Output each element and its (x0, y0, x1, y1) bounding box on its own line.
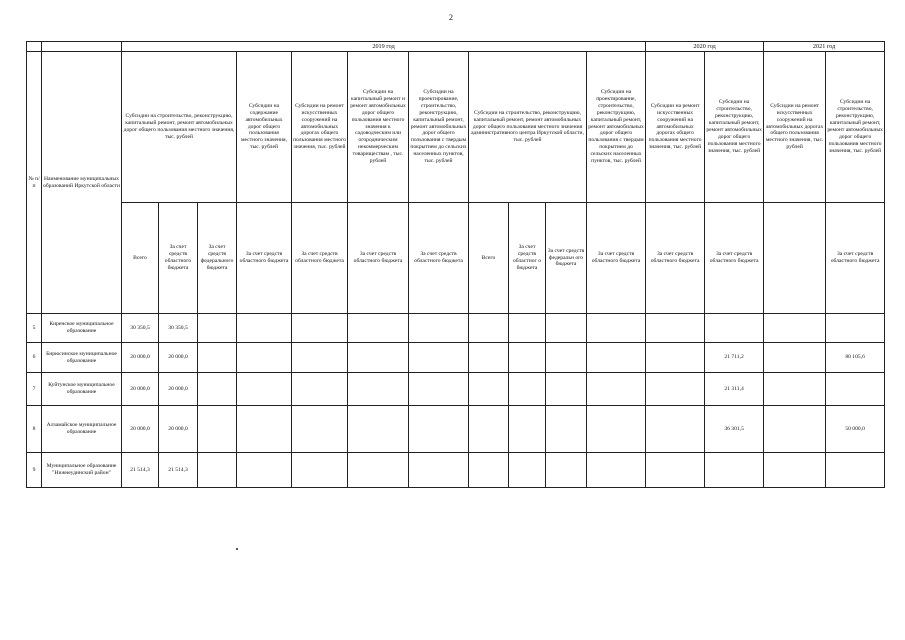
row-name: Алзамайское муниципальное образование (42, 406, 122, 453)
row-name: Бирюсинское муниципальное образование (42, 343, 122, 373)
page-number: 2 (449, 13, 453, 22)
header-2020-structures: Субсидии на ремонт искусственных сооружений на автомобильных дорогах общего пользования местного значения, тыс. рублей (646, 52, 705, 203)
row-name: Куйтунское муниципальное образование (42, 373, 122, 406)
row-num: 8 (27, 406, 42, 453)
header-row (27, 52, 885, 203)
sub-regional: За счет средств областного бюджета (587, 203, 646, 314)
row-total: 20 000,0 (122, 373, 159, 406)
sub-total: Всего (122, 203, 159, 314)
header-2019-construction: Субсидии на строительство, реконструкцию, капитальный ремонт, ремонт автомобильных дорог общего пользования местного значения, тыс. рублей (122, 52, 237, 203)
stray-dot (236, 548, 238, 550)
header-2021-structures: Субсидии на ремонт искусственных сооружений на автомобильных дорогах общего пользования местного значения, тыс. рублей (764, 52, 826, 203)
row-2020-construction (705, 314, 764, 343)
row-regional: 20 000,0 (159, 343, 198, 373)
row-total: 30 350,5 (122, 314, 159, 343)
table-row (27, 406, 885, 453)
table-row (27, 343, 885, 373)
row-2021-construction (826, 453, 885, 488)
row-regional: 20 000,0 (159, 406, 198, 453)
header-2020-construction: Субсидии на строительство, реконструкцию, капитальный ремонт, ремонт автомобильных дорог общего пользования местного значения, тыс. рублей (705, 52, 764, 203)
year-2020: 2020 год (646, 42, 764, 52)
row-2020-construction (705, 453, 764, 488)
header-2019-rural-roads: Субсидии на проектирование, строительство, реконструкцию, капитальный ремонт, ремонт автомобильных дорог общего пользования с твердым покрытием до сельских населенных пунктов, тыс. рублей (409, 52, 469, 203)
sub-regional: За счет средств областного бюджета (159, 203, 198, 314)
header-2019-structures: Субсидии на ремонт искусственных сооружений на автомобильных дорогах общего пользования местного значения, тыс. рублей (292, 52, 348, 203)
row-name: Киренское муниципальное образование (42, 314, 122, 343)
header-2019-admin-center: Субсидии на строительство, реконструкцию, капитальный ремонт, ремонт автомобильных дорог общего пользования местного значения административного центра Иркутской области, тыс. рублей (469, 52, 587, 203)
row-2021-construction: 80 105,6 (826, 343, 885, 373)
header-name: Наименование муниципальных образований Иркутской области (42, 52, 122, 314)
empty-cell (27, 42, 42, 52)
empty-cell (764, 203, 826, 314)
row-2020-construction: 21 711,2 (705, 343, 764, 373)
sub-regional: За счет средств областного бюджета (409, 203, 469, 314)
sub-regional: За счет средств областного бюджета (826, 203, 885, 314)
year-row (27, 42, 885, 52)
sub-regional: За счет средств областного бюджета (646, 203, 705, 314)
row-2021-construction (826, 373, 885, 406)
header-2019-maintenance: Субсидии на содержание автомобильных дорог общего пользования местного значения, тыс. рублей (237, 52, 292, 203)
sub-regional: За счет средств областног о бюджета (509, 203, 546, 314)
row-name: Муниципальное образование "Нижнеудинский район" (42, 453, 122, 488)
row-2021-construction (826, 314, 885, 343)
header-2019-garden-roads: Субсидии на капитальный ремонт и ремонт автомобильных дорог общего пользования местного значения к садоводческим или огородническим некоммерческим товариществам , тыс. рублей (348, 52, 409, 203)
table-row (27, 453, 885, 488)
row-num: 7 (27, 373, 42, 406)
row-num: 5 (27, 314, 42, 343)
sub-regional: За счет средств областного бюджета (237, 203, 292, 314)
row-2020-construction: 36 301,5 (705, 406, 764, 453)
row-regional: 30 350,5 (159, 314, 198, 343)
row-regional: 20 000,0 (159, 373, 198, 406)
subheader-row (27, 203, 885, 314)
sub-federal: За счет средств федеральн ого бюджета (546, 203, 587, 314)
row-total: 20 000,0 (122, 343, 159, 373)
year-2019: 2019 год (122, 42, 646, 52)
header-2020-rural-roads: Субсидии на проектирование, строительство, реконструкцию, капитальный ремонт, ремонт автомобильных дорог общего пользования с твердым покрытием до сельских населенных пунктов, тыс. рублей (587, 52, 646, 203)
sub-regional: За счет средств областного бюджета (705, 203, 764, 314)
empty-cell (42, 42, 122, 52)
table-row (27, 373, 885, 406)
year-2021: 2021 год (764, 42, 885, 52)
row-2020-construction: 21 311,4 (705, 373, 764, 406)
row-num: 6 (27, 343, 42, 373)
row-num: 9 (27, 453, 42, 488)
row-regional: 21 514,3 (159, 453, 198, 488)
table-row (27, 314, 885, 343)
sub-regional: За счет средств областного бюджета (292, 203, 348, 314)
sub-regional: За счет средств областного бюджета (348, 203, 409, 314)
subsidy-table (26, 41, 885, 488)
row-total: 20 000,0 (122, 406, 159, 453)
sub-total: Всего (469, 203, 509, 314)
row-2021-construction: 50 000,0 (826, 406, 885, 453)
header-num: № п/п (27, 52, 42, 314)
sub-federal: За счет средств федерального бюджета (198, 203, 237, 314)
header-2021-construction: Субсидии на строительство, реконструкцию, капитальный ремонт, ремонт автомобильных дорог общего пользования местного значения, тыс. рублей (826, 52, 885, 203)
row-total: 21 514,3 (122, 453, 159, 488)
